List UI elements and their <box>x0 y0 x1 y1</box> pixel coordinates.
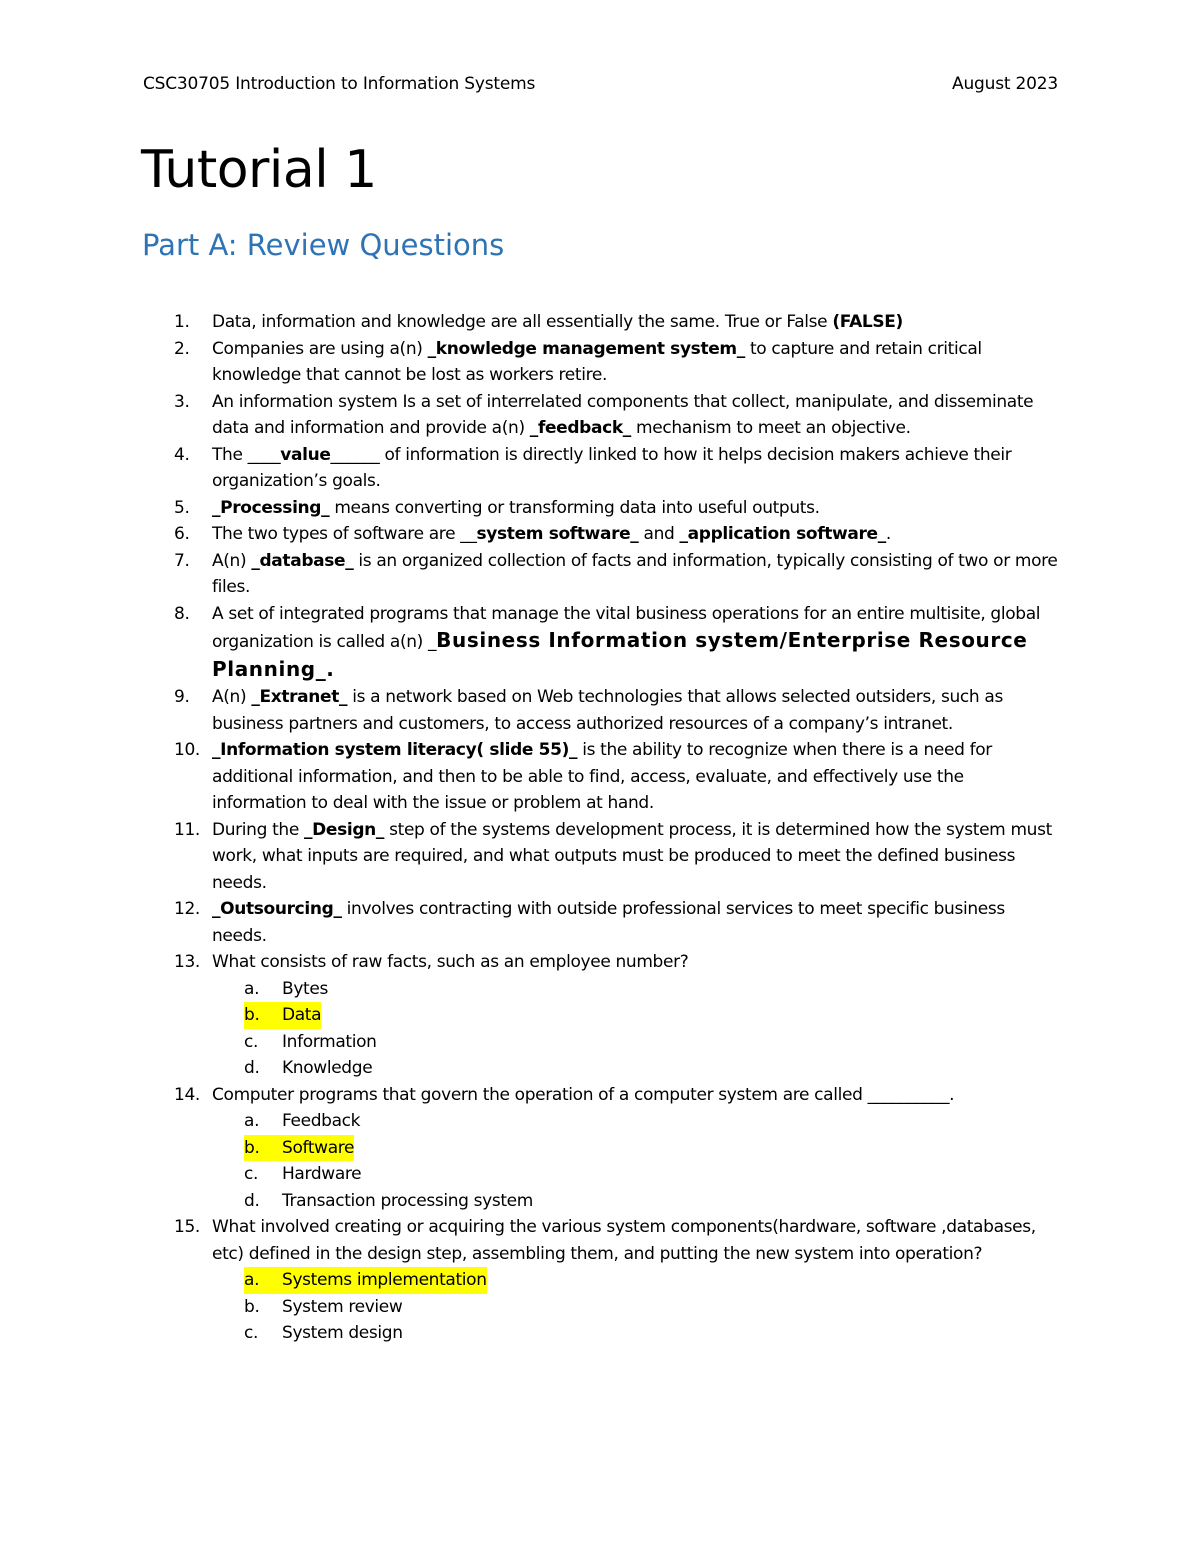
document-title: Tutorial 1 <box>141 140 377 200</box>
answer-text: _Outsourcing_ <box>212 899 342 919</box>
question-text <box>212 551 1058 598</box>
section-heading: Part A: Review Questions <box>142 228 505 262</box>
answer-option <box>212 1161 1062 1188</box>
question-segment: means converting or transforming data into useful outputs. <box>329 497 820 518</box>
question-text <box>212 820 1052 893</box>
question-segment: . <box>885 524 891 544</box>
question-number: 13. <box>174 952 200 972</box>
question-number: 5. <box>174 497 190 518</box>
answer-option <box>212 1294 1062 1321</box>
question-segment: A(n) <box>212 550 252 571</box>
option-letter: c. <box>244 1323 259 1343</box>
answer-option <box>212 1055 1062 1082</box>
answer-text: _application software_ <box>679 524 886 544</box>
option-letter: d. <box>244 1058 260 1078</box>
question-text <box>212 498 820 518</box>
option-text: Feedback <box>282 1111 361 1131</box>
question-segment: is a network based on Web technologies that allows selected outsiders, such as business partners and customers, to access authorized resources of a company’s intranet. <box>212 687 1003 734</box>
question-item <box>0 1082 1062 1215</box>
question-segment: is the ability to recognize when there is a need for additional information, and then to be able to find, access, evaluate, and effectively use the information to deal with the issue or problem at hand. <box>212 740 992 813</box>
answer-text: _Processing_ <box>212 497 330 518</box>
header-date: August 2023 <box>952 74 1058 94</box>
answer-option-correct <box>212 1267 1062 1294</box>
option-content <box>244 1029 377 1056</box>
question-number: 14. <box>174 1084 200 1105</box>
question-item <box>0 548 1062 601</box>
question-segment: involves contracting with outside professional services to meet specific business needs. <box>212 899 1005 946</box>
question-number: 15. <box>174 1217 200 1237</box>
option-letter: b. <box>244 1005 260 1025</box>
question-number: 8. <box>174 603 190 624</box>
question-item <box>0 949 1062 1082</box>
answer-text: _Design_ <box>304 819 385 840</box>
question-segment: is an organized collection of facts and information, typically consisting of two or more files. <box>212 550 1058 597</box>
question-text <box>212 524 891 544</box>
question-item <box>0 817 1062 897</box>
question-text <box>212 339 982 386</box>
answer-text: Business Information system/Enterprise Resource Planning <box>212 628 1028 681</box>
answer-option <box>212 1188 1062 1215</box>
answer-text: _knowledge management system_ <box>427 338 745 359</box>
option-text: Information <box>282 1031 377 1052</box>
question-number: 2. <box>174 338 190 359</box>
option-letter: c. <box>244 1164 259 1184</box>
question-segment: Data, information and knowledge are all essentially the same. True or False <box>212 312 833 332</box>
question-segment: Companies are using a(n) <box>212 338 428 359</box>
option-text: Systems implementation <box>282 1270 487 1290</box>
question-item <box>0 684 1062 737</box>
question-item <box>0 1214 1062 1347</box>
question-segment: The ____ <box>212 444 281 465</box>
course-title: CSC30705 Introduction to Information Systems <box>143 74 536 94</box>
option-content <box>244 1055 372 1082</box>
option-text: Knowledge <box>282 1058 373 1078</box>
question-segment: ______ of information is directly linked to how it helps decision makers achieve their organization’s goals. <box>212 444 1012 491</box>
question-number: 1. <box>174 312 190 332</box>
question-item <box>0 737 1062 817</box>
question-text <box>212 899 1005 946</box>
question-number: 4. <box>174 444 190 465</box>
option-text: Transaction processing system <box>282 1190 533 1211</box>
option-content <box>244 1294 402 1321</box>
option-content <box>244 1320 403 1347</box>
question-number: 7. <box>174 550 190 571</box>
answer-text: _feedback_ <box>529 418 631 438</box>
question-item <box>0 495 1062 522</box>
answer-text: value <box>280 444 331 465</box>
question-text <box>212 392 1033 439</box>
answer-text: system software_ <box>476 524 639 544</box>
answer-option <box>212 1029 1062 1056</box>
question-segment: to capture and retain critical knowledge that cannot be lost as workers retire. <box>212 338 982 385</box>
question-segment: What involved creating or acquiring the various system components(hardware, software ,databases, etc) defined in the design step, assembling them, and putting the new system into operation? <box>212 1217 1036 1264</box>
question-item <box>0 521 1062 548</box>
question-number: 11. <box>174 819 200 840</box>
question-item <box>0 442 1062 495</box>
answer-options <box>212 1108 1062 1214</box>
option-letter: b. <box>244 1296 260 1317</box>
option-letter: a. <box>244 1111 260 1131</box>
question-segment: Computer programs that govern the operation of a computer system are called __________. <box>212 1084 955 1105</box>
answer-options <box>212 1267 1062 1347</box>
question-segment: What consists of raw facts, such as an employee number? <box>212 952 689 972</box>
question-number: 6. <box>174 524 190 544</box>
option-content <box>244 1135 354 1162</box>
option-text: System design <box>282 1323 403 1343</box>
page-header <box>143 74 1058 94</box>
question-segment: An information system Is a set of interrelated components that collect, manipulate, and disseminate data and information and provide a(n) <box>212 391 1034 438</box>
answer-option <box>212 1320 1062 1347</box>
option-letter: a. <box>244 1270 260 1290</box>
option-text: Software <box>282 1137 355 1158</box>
option-text: Bytes <box>282 978 328 999</box>
option-content <box>244 1002 321 1029</box>
answer-text: _Information system literacy( slide 55)_ <box>212 740 578 760</box>
question-segment: During the <box>212 819 304 840</box>
question-segment: The two types of software are __ <box>212 524 477 544</box>
answer-text: _Extranet_ <box>251 687 348 707</box>
question-text <box>212 1085 954 1105</box>
question-text <box>212 740 992 813</box>
option-content <box>244 1188 533 1215</box>
question-number: 9. <box>174 687 190 707</box>
question-number: 3. <box>174 391 190 412</box>
question-item <box>0 309 1062 336</box>
question-text <box>212 1217 1036 1264</box>
answer-option-correct <box>212 1002 1062 1029</box>
question-text <box>212 687 1003 734</box>
question-segment: A set of integrated programs that manage the vital business operations for an entire multisite, global organization is called a(n) _ <box>212 603 1041 652</box>
question-segment: mechanism to meet an objective. <box>630 418 911 438</box>
option-content <box>244 976 328 1003</box>
question-text <box>212 445 1011 492</box>
question-item <box>0 896 1062 949</box>
answer-text: _. <box>315 656 335 681</box>
answer-option <box>212 976 1062 1003</box>
question-item <box>0 601 1062 685</box>
option-letter: c. <box>244 1031 259 1052</box>
answer-text: _database_ <box>251 550 354 571</box>
option-text: Hardware <box>282 1164 362 1184</box>
question-list <box>0 309 1200 1347</box>
question-number: 10. <box>174 740 200 760</box>
option-content <box>244 1161 361 1188</box>
answer-option <box>212 1108 1062 1135</box>
question-text <box>212 604 1040 681</box>
question-segment: step of the systems development process, it is determined how the system must work, what inputs are required, and what outputs must be produced to meet the defined business needs. <box>212 819 1052 893</box>
question-number: 12. <box>174 899 200 919</box>
answer-text: (FALSE) <box>832 312 903 332</box>
question-segment: A(n) <box>212 687 252 707</box>
option-content <box>244 1108 360 1135</box>
option-letter: d. <box>244 1190 260 1211</box>
option-letter: b. <box>244 1137 260 1158</box>
option-content <box>244 1267 487 1294</box>
question-text <box>212 952 688 972</box>
question-item <box>0 389 1062 442</box>
question-item <box>0 336 1062 389</box>
answer-option-correct <box>212 1135 1062 1162</box>
option-letter: a. <box>244 978 260 999</box>
answer-options <box>212 976 1062 1082</box>
option-text: Data <box>282 1005 322 1025</box>
option-text: System review <box>282 1296 403 1317</box>
question-segment: and <box>638 524 680 544</box>
question-text <box>212 312 903 332</box>
